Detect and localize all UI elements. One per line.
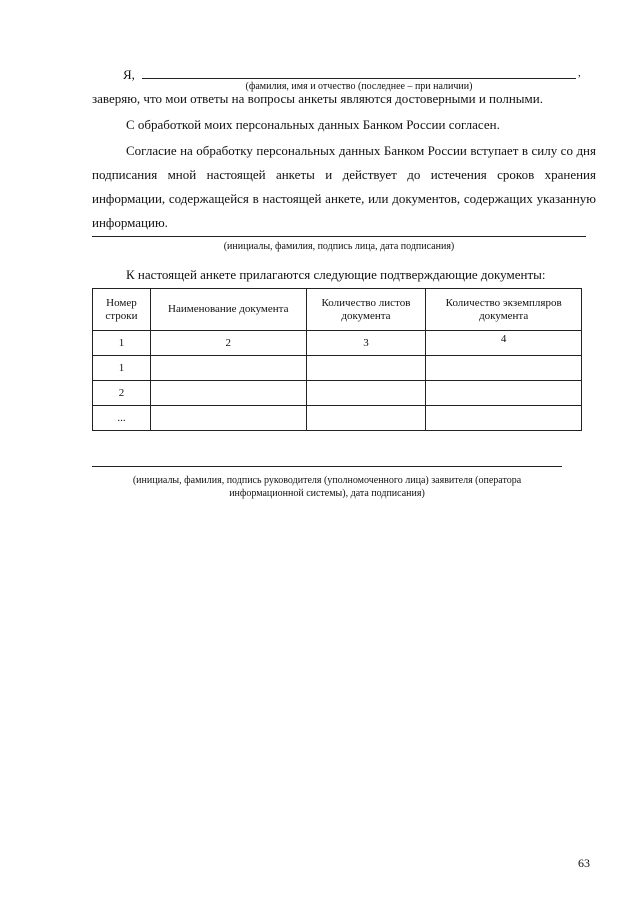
consent-line-3: информации, содержащейся в настоящей анкете, или документов, содержащих указанную [92, 191, 596, 206]
header-sheet-count: Количество листов документа [306, 289, 426, 331]
row-number-cell: 2 [93, 381, 151, 406]
table-row [93, 381, 582, 406]
numbering-cell: 3 [306, 331, 426, 356]
page-number: 63 [578, 856, 590, 870]
document-name-cell[interactable] [150, 356, 306, 381]
consent-statement: С обработкой моих персональных данных Банком России согласен. [126, 117, 500, 132]
copy-count-cell[interactable] [426, 406, 582, 431]
declaration-prefix: Я, [123, 67, 135, 82]
manager-signature-caption-line2: информационной системы), дата подписания) [229, 488, 425, 499]
name-caption: (фамилия, имя и отчество (последнее – при наличии) [245, 81, 473, 92]
sheet-count-cell[interactable] [306, 356, 426, 381]
header-document-name: Наименование документа [150, 289, 306, 331]
table-numbering-row [93, 331, 582, 356]
name-comma: , [578, 67, 581, 79]
attachments-table [92, 288, 582, 431]
name-underline [142, 78, 576, 79]
table-row [93, 406, 582, 431]
manager-signature-caption-line1: (инициалы, фамилия, подпись руководителя (уполномоченного лица) заявителя (оператора [132, 475, 522, 486]
document-name-cell[interactable] [150, 406, 306, 431]
signature-line [92, 236, 586, 237]
numbering-cell: 4 [426, 331, 582, 356]
document-name-cell[interactable] [150, 381, 306, 406]
sheet-count-cell[interactable] [306, 406, 426, 431]
sheet-count-cell[interactable] [306, 381, 426, 406]
consent-line-4: информацию. [92, 215, 168, 230]
certify-line: заверяю, что мои ответы на вопросы анкеты являются достоверными и полными. [92, 91, 543, 106]
manager-signature-line [92, 466, 562, 467]
table-row [93, 356, 582, 381]
consent-line-1: Согласие на обработку персональных данных Банком России вступает в силу со дня [126, 143, 596, 158]
row-number-cell: ... [93, 406, 151, 431]
consent-line-2: подписания мной настоящей анкеты и действует до истечения сроков хранения [92, 167, 596, 182]
header-row-number: Номер строки [93, 289, 151, 331]
copy-count-cell[interactable] [426, 356, 582, 381]
numbering-cell: 2 [150, 331, 306, 356]
signature-caption: (инициалы, фамилия, подпись лица, дата подписания) [223, 241, 455, 252]
header-copy-count: Количество экземпляров документа [426, 289, 582, 331]
row-number-cell: 1 [93, 356, 151, 381]
attachments-intro: К настоящей анкете прилагаются следующие подтверждающие документы: [126, 267, 546, 282]
numbering-cell: 1 [93, 331, 151, 356]
table-header-row [93, 289, 582, 331]
copy-count-cell[interactable] [426, 381, 582, 406]
